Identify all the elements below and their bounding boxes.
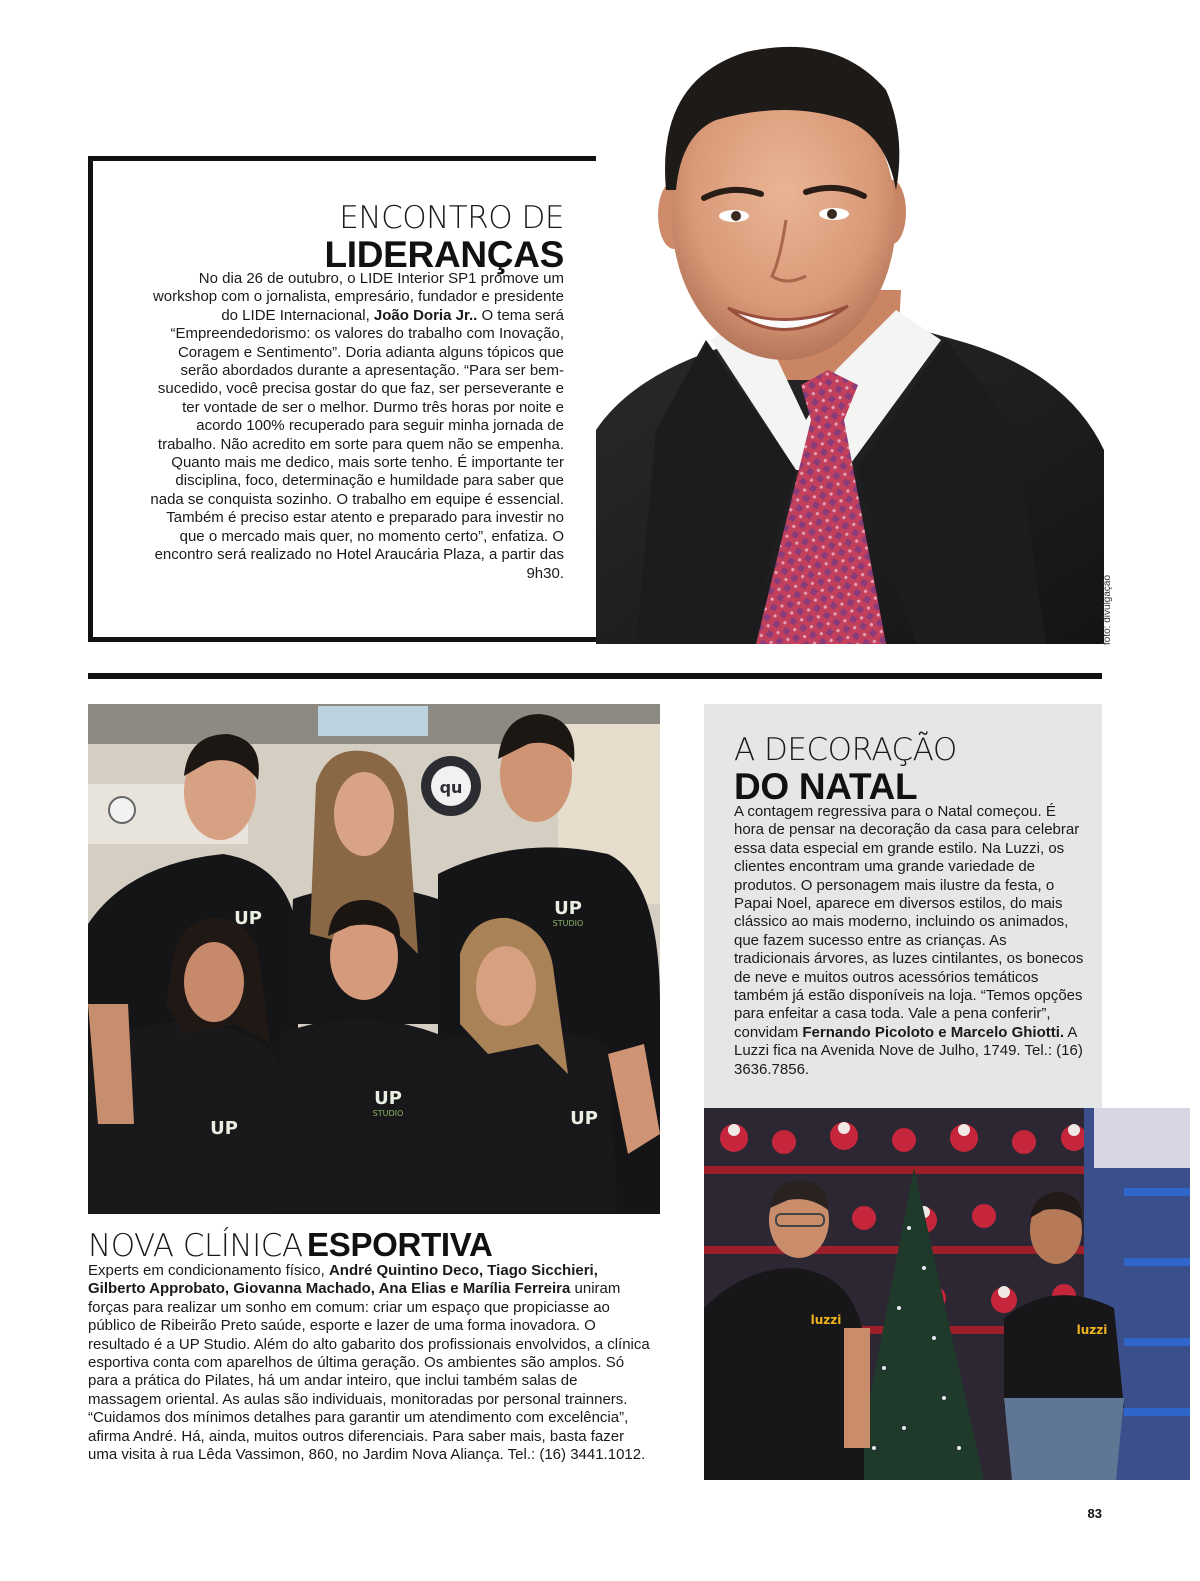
portrait-illustration (596, 40, 1104, 644)
store-shirt-logo-1: luzzi (810, 1313, 842, 1327)
article3-title-light: A DECORAÇÃO (734, 732, 957, 768)
store-illustration (704, 1108, 1190, 1480)
article3-body-text: A contagem regressiva para o Natal começou. É hora de pensar na decoração da casa para celebrar essa data especial em grande estilo. Na Luzzi, os clientes encontram uma grande variedade de produtos. O personagem mais ilustre da festa, o Papai Noel, aparece em diversos estilos, do mais clássico ao mais moderno, incluindo os animados, que fazem sucesso entre as crianças. As tradicionais árvores, as luzes cintilantes, os bonecos de neve e muitos outros acessórios temáticos também já estão disponíveis na loja. “Temos opções para enfeitar a casa toda. Vale a pena conferir”, convidam (734, 803, 1084, 1041)
article2-title-light: NOVA CLÍNICA (88, 1228, 303, 1264)
shirt-logo-5: UP (570, 1108, 598, 1129)
article2-body-text: Experts em condicionamento físico, (88, 1262, 329, 1279)
wall-logo: qu (439, 778, 463, 797)
article3-title-bold: DO NATAL (734, 766, 918, 807)
article1-body-highlight: João Doria Jr.. (373, 306, 478, 324)
photo-credit: foto: divulgação (1102, 574, 1113, 645)
store-shirt-logo-2: luzzi (1076, 1323, 1108, 1337)
article3-body-text-cont: A Luzzi fica na Avenida Nove de Julho, 1749. Tel.: (16) 3636.7856. (734, 1023, 1083, 1078)
article1-body-text: No dia 26 de outubro, o LIDE Interior SP1 promove um workshop com o jornalista, empresário, fundador e presidente do LIDE Internacional, (152, 270, 564, 324)
article3-body-highlight: Fernando Picoloto e Marcelo Ghiotti. (802, 1023, 1065, 1041)
article1-body (138, 270, 564, 583)
article3-title (734, 732, 1094, 806)
article1-title (140, 200, 564, 274)
article3-body (734, 803, 1084, 1079)
article2-body-highlight: André Quintino Deco, Tiago Sicchieri, Gilberto Approbato, Giovanna Machado, Ana Elias e Marília Ferreira (88, 1262, 598, 1298)
shirt-logo-4: UP (210, 1118, 238, 1139)
article2-body-text-cont: uniram forças para realizar um sonho em comum: criar um espaço que propiciasse ao público de Ribeirão Preto saúde, esporte e lazer de uma forma inovadora. O resultado é a UP Studio. Além do alto gabarito dos profissionais envolvidos, a clínica esportiva conta com aparelhos de última geração. Os ambientes são amplos. Só para a prática do Pilates, há um andar inteiro, que inclui também salas de massagem oriental. As aulas são individuais, monitoradas por personal trainners. “Cuidamos dos mínimos detalhes para garantir um atendimento com excelência”, afirma André. Há, ainda, muitos outros diferenciais. Para saber mais, basta fazer uma visita à rua Lêda Vassimon, 860, no Jardim Nova Aliança. Tel.: (16) 3441.1012. (88, 1280, 650, 1464)
team-illustration (88, 704, 660, 1214)
article2-title-bold: ESPORTIVA (307, 1226, 493, 1263)
team-photo (88, 704, 660, 1214)
store-photo (704, 1108, 1190, 1480)
shirt-logo-3-sub: STUDIO (372, 1109, 404, 1118)
article1-title-light: ENCONTRO DE (339, 200, 564, 236)
article2-title (88, 1226, 688, 1264)
article1-title-bold: LIDERANÇAS (324, 234, 564, 275)
article2-body (88, 1262, 654, 1464)
shirt-logo-3: UP (374, 1088, 402, 1109)
shirt-logo-2-sub: STUDIO (552, 919, 584, 928)
shirt-logo-2: UP (554, 898, 582, 919)
portrait-photo (596, 40, 1104, 644)
article1-body-text-cont: O tema será “Empreendedorismo: os valores do trabalho com Inovação, Coragem e Sentimento”. Doria adianta alguns tópicos que serão abordados durante a apresentação. “Para ser bem-sucedido, você precisa gostar do que faz, ser perseverante e ter vontade de ser o melhor. Durmo três horas por noite e acordo 100% recuperado para seguir minha jornada de trabalho. Não acredito em sorte para quem não se empenha. Quanto mais me dedico, mais sorte tenho. É importante ter disciplina, foco, determinação e humildade para saber que nada se conquista sozinho. O trabalho em equipe é essencial. Também é preciso estar atento e preparado para investir no que o mercado mais quer, no momento certo”, enfatiza. O encontro será realizado no Hotel Araucária Plaza, a partir das 9h30. (150, 306, 564, 582)
section-divider (88, 673, 1102, 679)
page-number: 83 (1087, 1506, 1102, 1521)
shirt-logo-1: UP (234, 908, 262, 929)
